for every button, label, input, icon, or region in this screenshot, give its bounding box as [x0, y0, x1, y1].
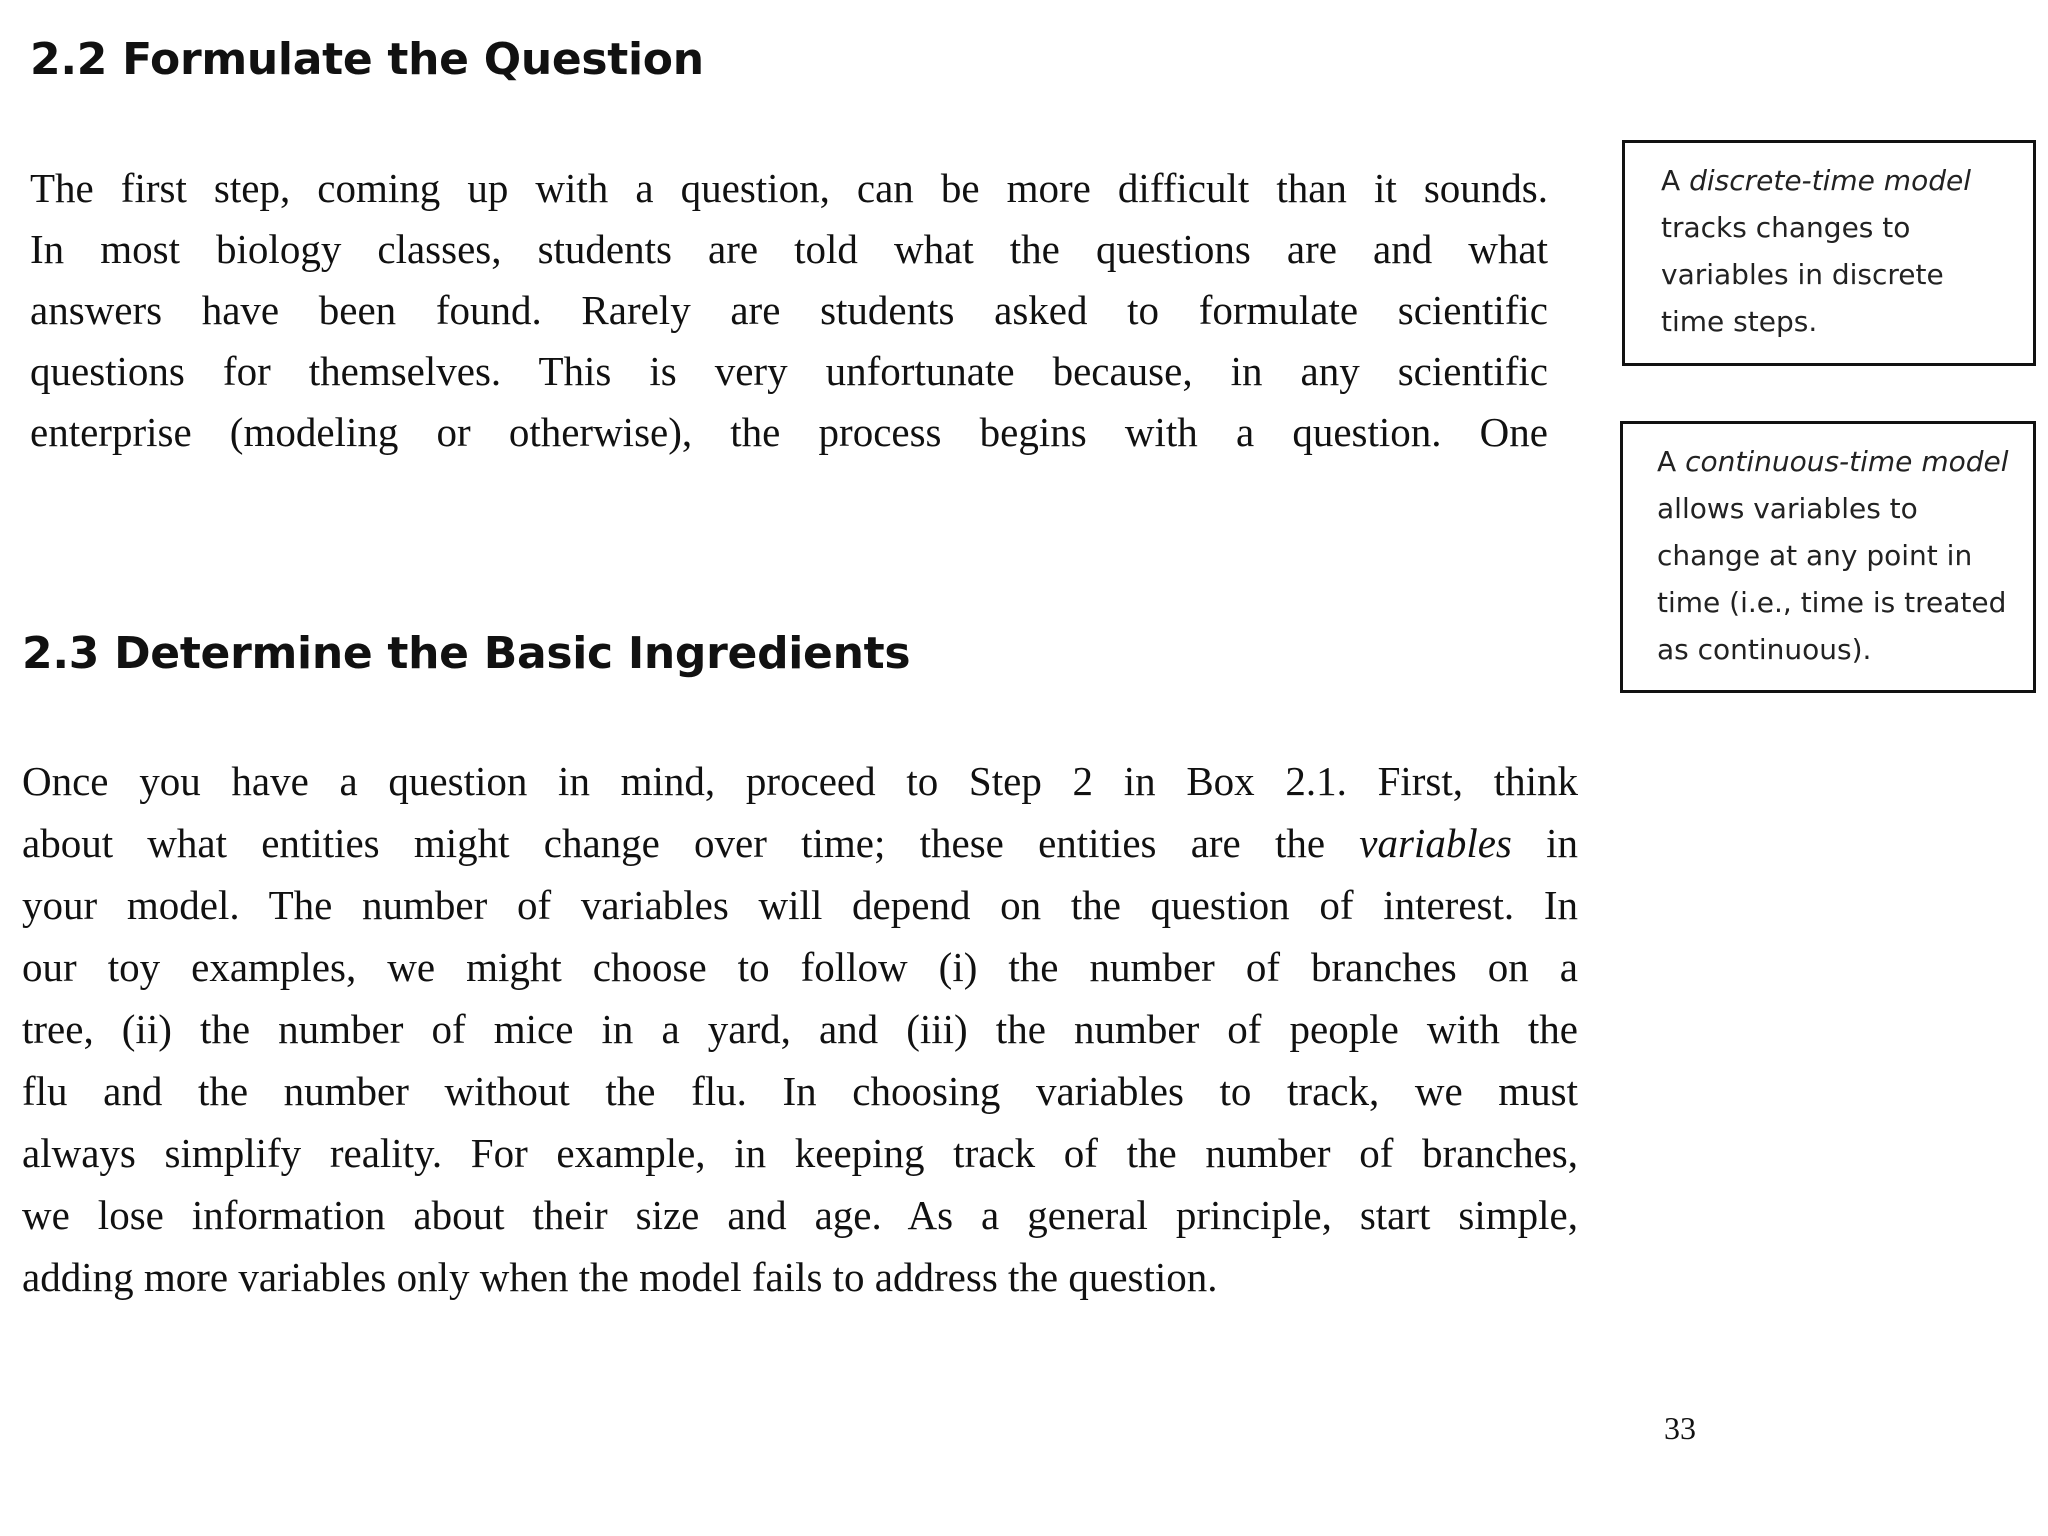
paragraph-line: The first step, coming up with a question, can be more difficult than it sounds. — [30, 165, 1548, 211]
definition-box-continuous-time — [1620, 421, 2036, 693]
paragraph-line: tree, (ii) the number of mice in a yard, and (iii) the number of people with the — [22, 1006, 1578, 1052]
paragraph-line: enterprise (modeling or otherwise), the process begins with a question. One — [30, 409, 1548, 455]
page-number: 33 — [1664, 1410, 1696, 1446]
definition-prefix: A — [1661, 164, 1681, 197]
paragraph-line: your model. The number of variables will depend on the question of interest. In — [22, 882, 1578, 928]
definition-box-line — [1657, 438, 2013, 485]
definition-box-discrete-time — [1622, 140, 2036, 366]
paragraph-line: flu and the number without the flu. In choosing variables to track, we must — [22, 1068, 1578, 1114]
paragraph-line: we lose information about their size and age. As a general principle, start simple, — [22, 1192, 1578, 1238]
paragraph-line: In most biology classes, students are told what the questions are and what — [30, 226, 1548, 272]
section-2-2-paragraph — [30, 158, 1548, 463]
definition-box-line: allows variables to — [1657, 492, 1918, 525]
definition-box-line: as continuous). — [1657, 633, 1872, 666]
paragraph-line: adding more variables only when the model fails to address the question. — [22, 1254, 1218, 1300]
definition-box-line — [1661, 157, 2013, 204]
definition-box-line: variables in discrete — [1661, 258, 1944, 291]
paragraph-line: Once you have a question in mind, proceed to Step 2 in Box 2.1. First, think — [22, 758, 1578, 804]
definition-box-line: time steps. — [1661, 305, 1818, 338]
section-2-3-paragraph — [22, 750, 1578, 1308]
section-heading-2-3: 2.3 Determine the Basic Ingredients — [22, 628, 911, 679]
paragraph-line: our toy examples, we might choose to follow (i) the number of branches on a — [22, 944, 1578, 990]
section-heading-2-2: 2.2 Formulate the Question — [30, 34, 704, 85]
paragraph-text: about what entities might change over time; these entities are the — [22, 820, 1326, 866]
paragraph-line: answers have been found. Rarely are students asked to formulate scientific — [30, 287, 1548, 333]
definition-term: discrete-time model — [1689, 164, 1971, 197]
definition-prefix: A — [1657, 445, 1677, 478]
definition-box-line: tracks changes to — [1661, 211, 1911, 244]
paragraph-line — [22, 812, 1578, 874]
paragraph-line: questions for themselves. This is very unfortunate because, in any scientific — [30, 348, 1548, 394]
definition-term: continuous-time model — [1685, 445, 2009, 478]
paragraph-line: always simplify reality. For example, in keeping track of the number of branches, — [22, 1130, 1578, 1176]
definition-box-line: time (i.e., time is treated — [1657, 586, 2007, 619]
definition-box-line: change at any point in — [1657, 539, 1973, 572]
emphasized-term-variables: variables — [1359, 820, 1512, 866]
paragraph-text: in — [1546, 820, 1578, 866]
